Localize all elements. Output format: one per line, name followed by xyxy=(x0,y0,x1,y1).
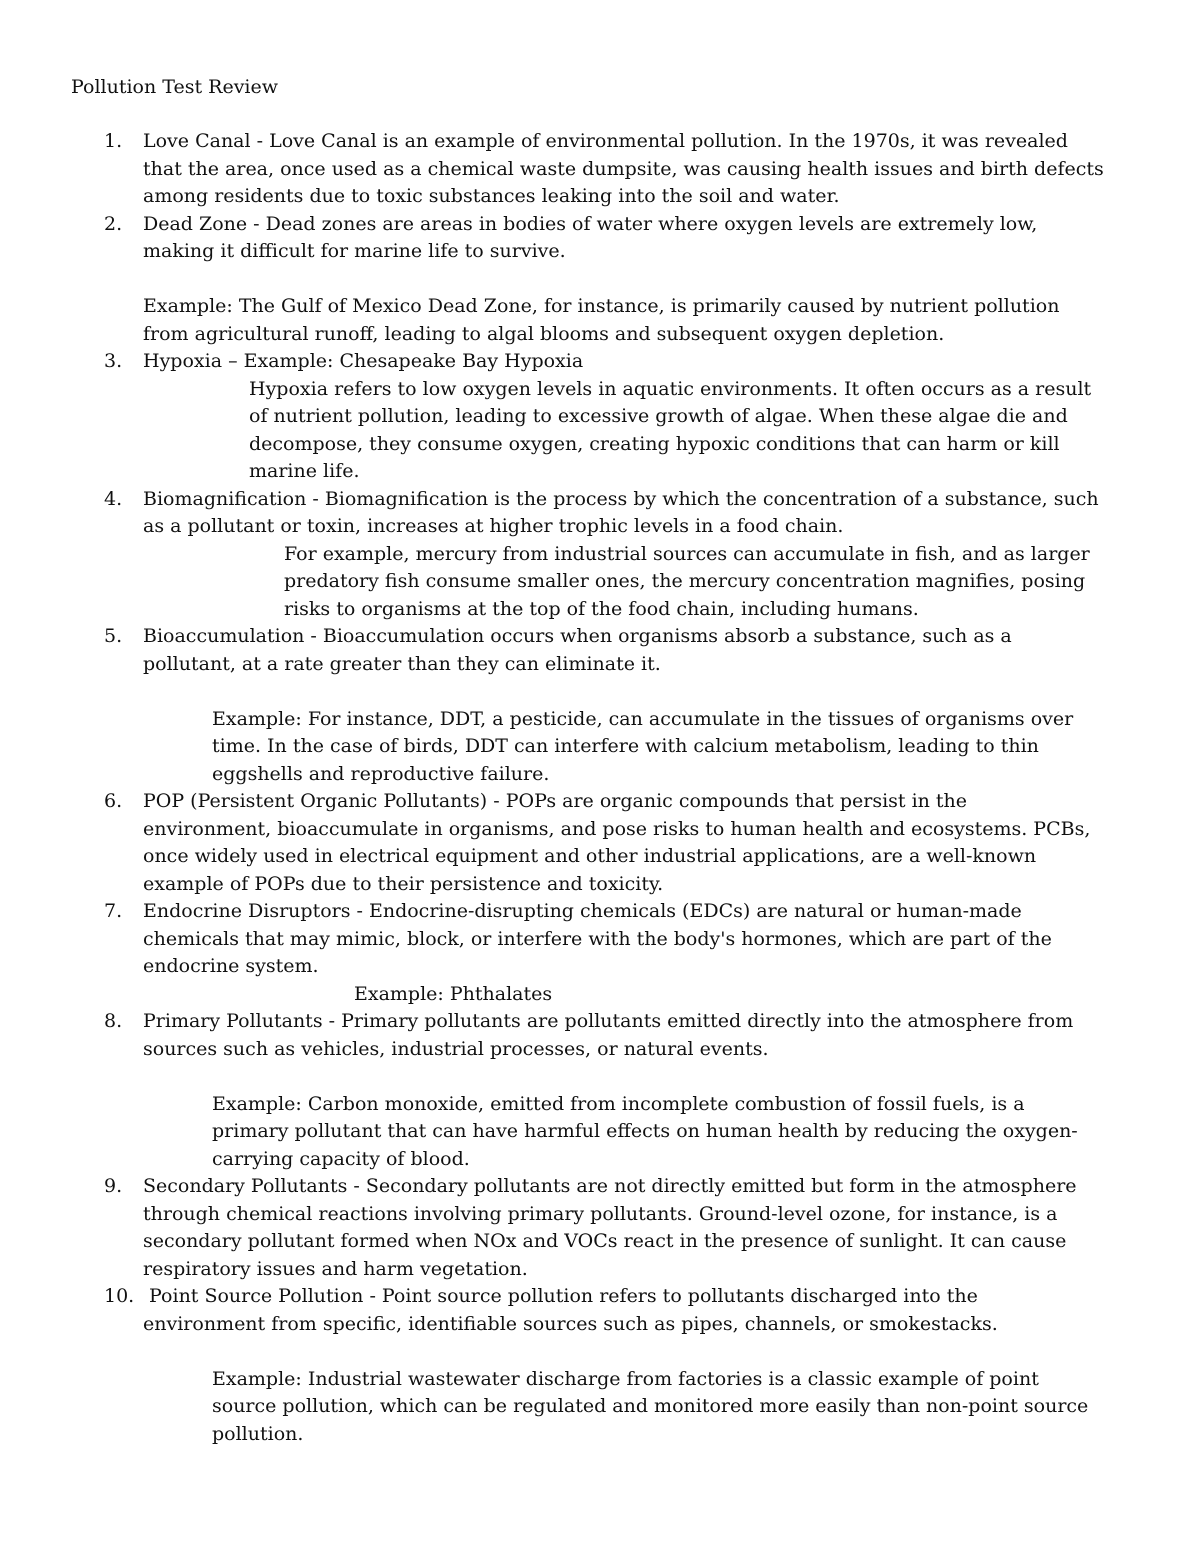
blank-line xyxy=(143,266,1133,294)
blank-line xyxy=(143,1063,1133,1091)
item-number: 9. xyxy=(104,1175,123,1197)
list-item-dead-zone xyxy=(0,211,1200,349)
example-text-line: primary pollutant that can have harmful effects on human health by reducing the oxygen- xyxy=(212,1120,1078,1142)
item-text-line: POP (Persistent Organic Pollutants) - POPs are organic compounds that persist in the xyxy=(143,790,968,812)
item-text-line: once widely used in electrical equipment and other industrial applications, are a well-known xyxy=(143,845,1037,867)
list-item-endocrine-disruptors xyxy=(0,898,1200,1008)
example-text-line: pollution. xyxy=(212,1422,304,1445)
item-text-line: through chemical reactions involving primary pollutants. Ground-level ozone, for instance, is a xyxy=(143,1202,1058,1225)
item-text-line: chemicals that may mimic, block, or interfere with the body's hormones, which are part of the xyxy=(143,927,1052,950)
list-item-hypoxia xyxy=(0,348,1200,486)
item-text-line: among residents due to toxic substances leaking into the soil and water. xyxy=(143,185,840,207)
example-text-line: time. In the case of birds, DDT can interfere with calcium metabolism, leading to thin xyxy=(212,735,1039,757)
item-text-line: Secondary Pollutants - Secondary pollutants are not directly emitted but form in the atmosphere xyxy=(143,1175,1077,1197)
blank-line xyxy=(143,678,1133,706)
item-text-line: environment, bioaccumulate in organisms, and pose risks to human health and ecosystems. PCBs, xyxy=(143,817,1091,840)
item-text-line: Point Source Pollution - Point source pollution refers to pollutants discharged into the xyxy=(143,1285,978,1307)
item-text-line: pollutant, at a rate greater than they can eliminate it. xyxy=(143,652,661,675)
item-text-line: respiratory issues and harm vegetation. xyxy=(143,1257,528,1280)
blank-line xyxy=(143,1338,1133,1366)
item-number: 8. xyxy=(104,1010,123,1032)
hypoxia-detail xyxy=(249,376,1133,486)
detail-text-line: decompose, they consume oxygen, creating hypoxic conditions that can harm or kill xyxy=(249,432,1060,455)
item-text-line: Biomagnification - Biomagnification is the process by which the concentration of a substance, such xyxy=(143,487,1099,510)
example-text-line: carrying capacity of blood. xyxy=(212,1147,470,1170)
detail-text-line: marine life. xyxy=(249,460,360,482)
list-item-bioaccumulation xyxy=(0,623,1200,788)
item-text-line: Hypoxia – Example: Chesapeake Bay Hypoxia xyxy=(143,350,584,372)
detail-text-line: For example, mercury from industrial sources can accumulate in fish, and as larger xyxy=(284,542,1090,565)
item-text-line: sources such as vehicles, industrial processes, or natural events. xyxy=(143,1037,769,1060)
detail-text-line: predatory fish consume smaller ones, the mercury concentration magnifies, posing xyxy=(284,570,1086,592)
item-number: 7. xyxy=(104,900,123,922)
item-number: 6. xyxy=(104,790,123,812)
item-text-line: Dead Zone - Dead zones are areas in bodies of water where oxygen levels are extremely low, xyxy=(143,212,1038,235)
detail-text-line: of nutrient pollution, leading to excessive growth of algae. When these algae die and xyxy=(249,405,1068,427)
primary-pollutants-example xyxy=(212,1091,1133,1174)
list-item-love-canal xyxy=(0,128,1200,211)
item-text-line: environment from specific, identifiable sources such as pipes, channels, or smokestacks. xyxy=(143,1312,998,1335)
detail-text-line: risks to organisms at the top of the food chain, including humans. xyxy=(284,597,919,620)
point-source-example xyxy=(212,1366,1133,1449)
item-text-line: that the area, once used as a chemical waste dumpsite, was causing health issues and birth defects xyxy=(143,157,1104,180)
list-item-secondary-pollutants xyxy=(0,1173,1200,1283)
bioaccumulation-example xyxy=(212,706,1133,789)
list-item-biomagnification xyxy=(0,486,1200,624)
example-text-line: Example: Phthalates xyxy=(354,982,553,1005)
example-text-line: from agricultural runoff, leading to algal blooms and subsequent oxygen depletion. xyxy=(143,322,945,345)
list-item-primary-pollutants xyxy=(0,1008,1200,1173)
list-item-point-source-pollution xyxy=(0,1283,1200,1448)
item-text-line: as a pollutant or toxin, increases at higher trophic levels in a food chain. xyxy=(143,515,844,537)
item-number: 10. xyxy=(104,1285,135,1307)
item-text-line: Primary Pollutants - Primary pollutants are pollutants emitted directly into the atmosphere from xyxy=(143,1010,1074,1032)
example-text-line: Example: The Gulf of Mexico Dead Zone, for instance, is primarily caused by nutrient pollution xyxy=(143,295,1060,317)
item-text-line: Endocrine Disruptors - Endocrine-disrupting chemicals (EDCs) are natural or human-made xyxy=(143,900,1022,922)
item-number: 1. xyxy=(104,130,123,152)
item-text-line: Love Canal - Love Canal is an example of environmental pollution. In the 1970s, it was revealed xyxy=(143,130,1068,152)
biomagnification-detail xyxy=(284,541,1133,624)
document-title: Pollution Test Review xyxy=(71,76,279,98)
review-list xyxy=(0,128,1200,1448)
item-text-line: Bioaccumulation - Bioaccumulation occurs when organisms absorb a substance, such as a xyxy=(143,625,1012,647)
example-text-line: Example: For instance, DDT, a pesticide, can accumulate in the tissues of organisms over xyxy=(212,707,1074,730)
example-text-line: source pollution, which can be regulated and monitored more easily than non-point source xyxy=(212,1395,1089,1417)
list-item-pop xyxy=(0,788,1200,898)
item-text-line: endocrine system. xyxy=(143,955,319,977)
example-text-line: Example: Industrial wastewater discharge from factories is a classic example of point xyxy=(212,1367,1039,1390)
item-number: 5. xyxy=(104,625,123,647)
detail-text-line: Hypoxia refers to low oxygen levels in aquatic environments. It often occurs as a result xyxy=(249,377,1092,400)
item-number: 2. xyxy=(104,212,123,235)
item-text-line: secondary pollutant formed when NOx and VOCs react in the presence of sunlight. It can cause xyxy=(143,1230,1067,1252)
example-text-line: Example: Carbon monoxide, emitted from incomplete combustion of fossil fuels, is a xyxy=(212,1092,1025,1115)
item-text-line: making it difficult for marine life to survive. xyxy=(143,240,566,262)
item-text-line: example of POPs due to their persistence and toxicity. xyxy=(143,872,664,895)
item-number: 3. xyxy=(104,350,123,372)
item-number: 4. xyxy=(104,487,123,510)
example-text-line: eggshells and reproductive failure. xyxy=(212,762,550,785)
